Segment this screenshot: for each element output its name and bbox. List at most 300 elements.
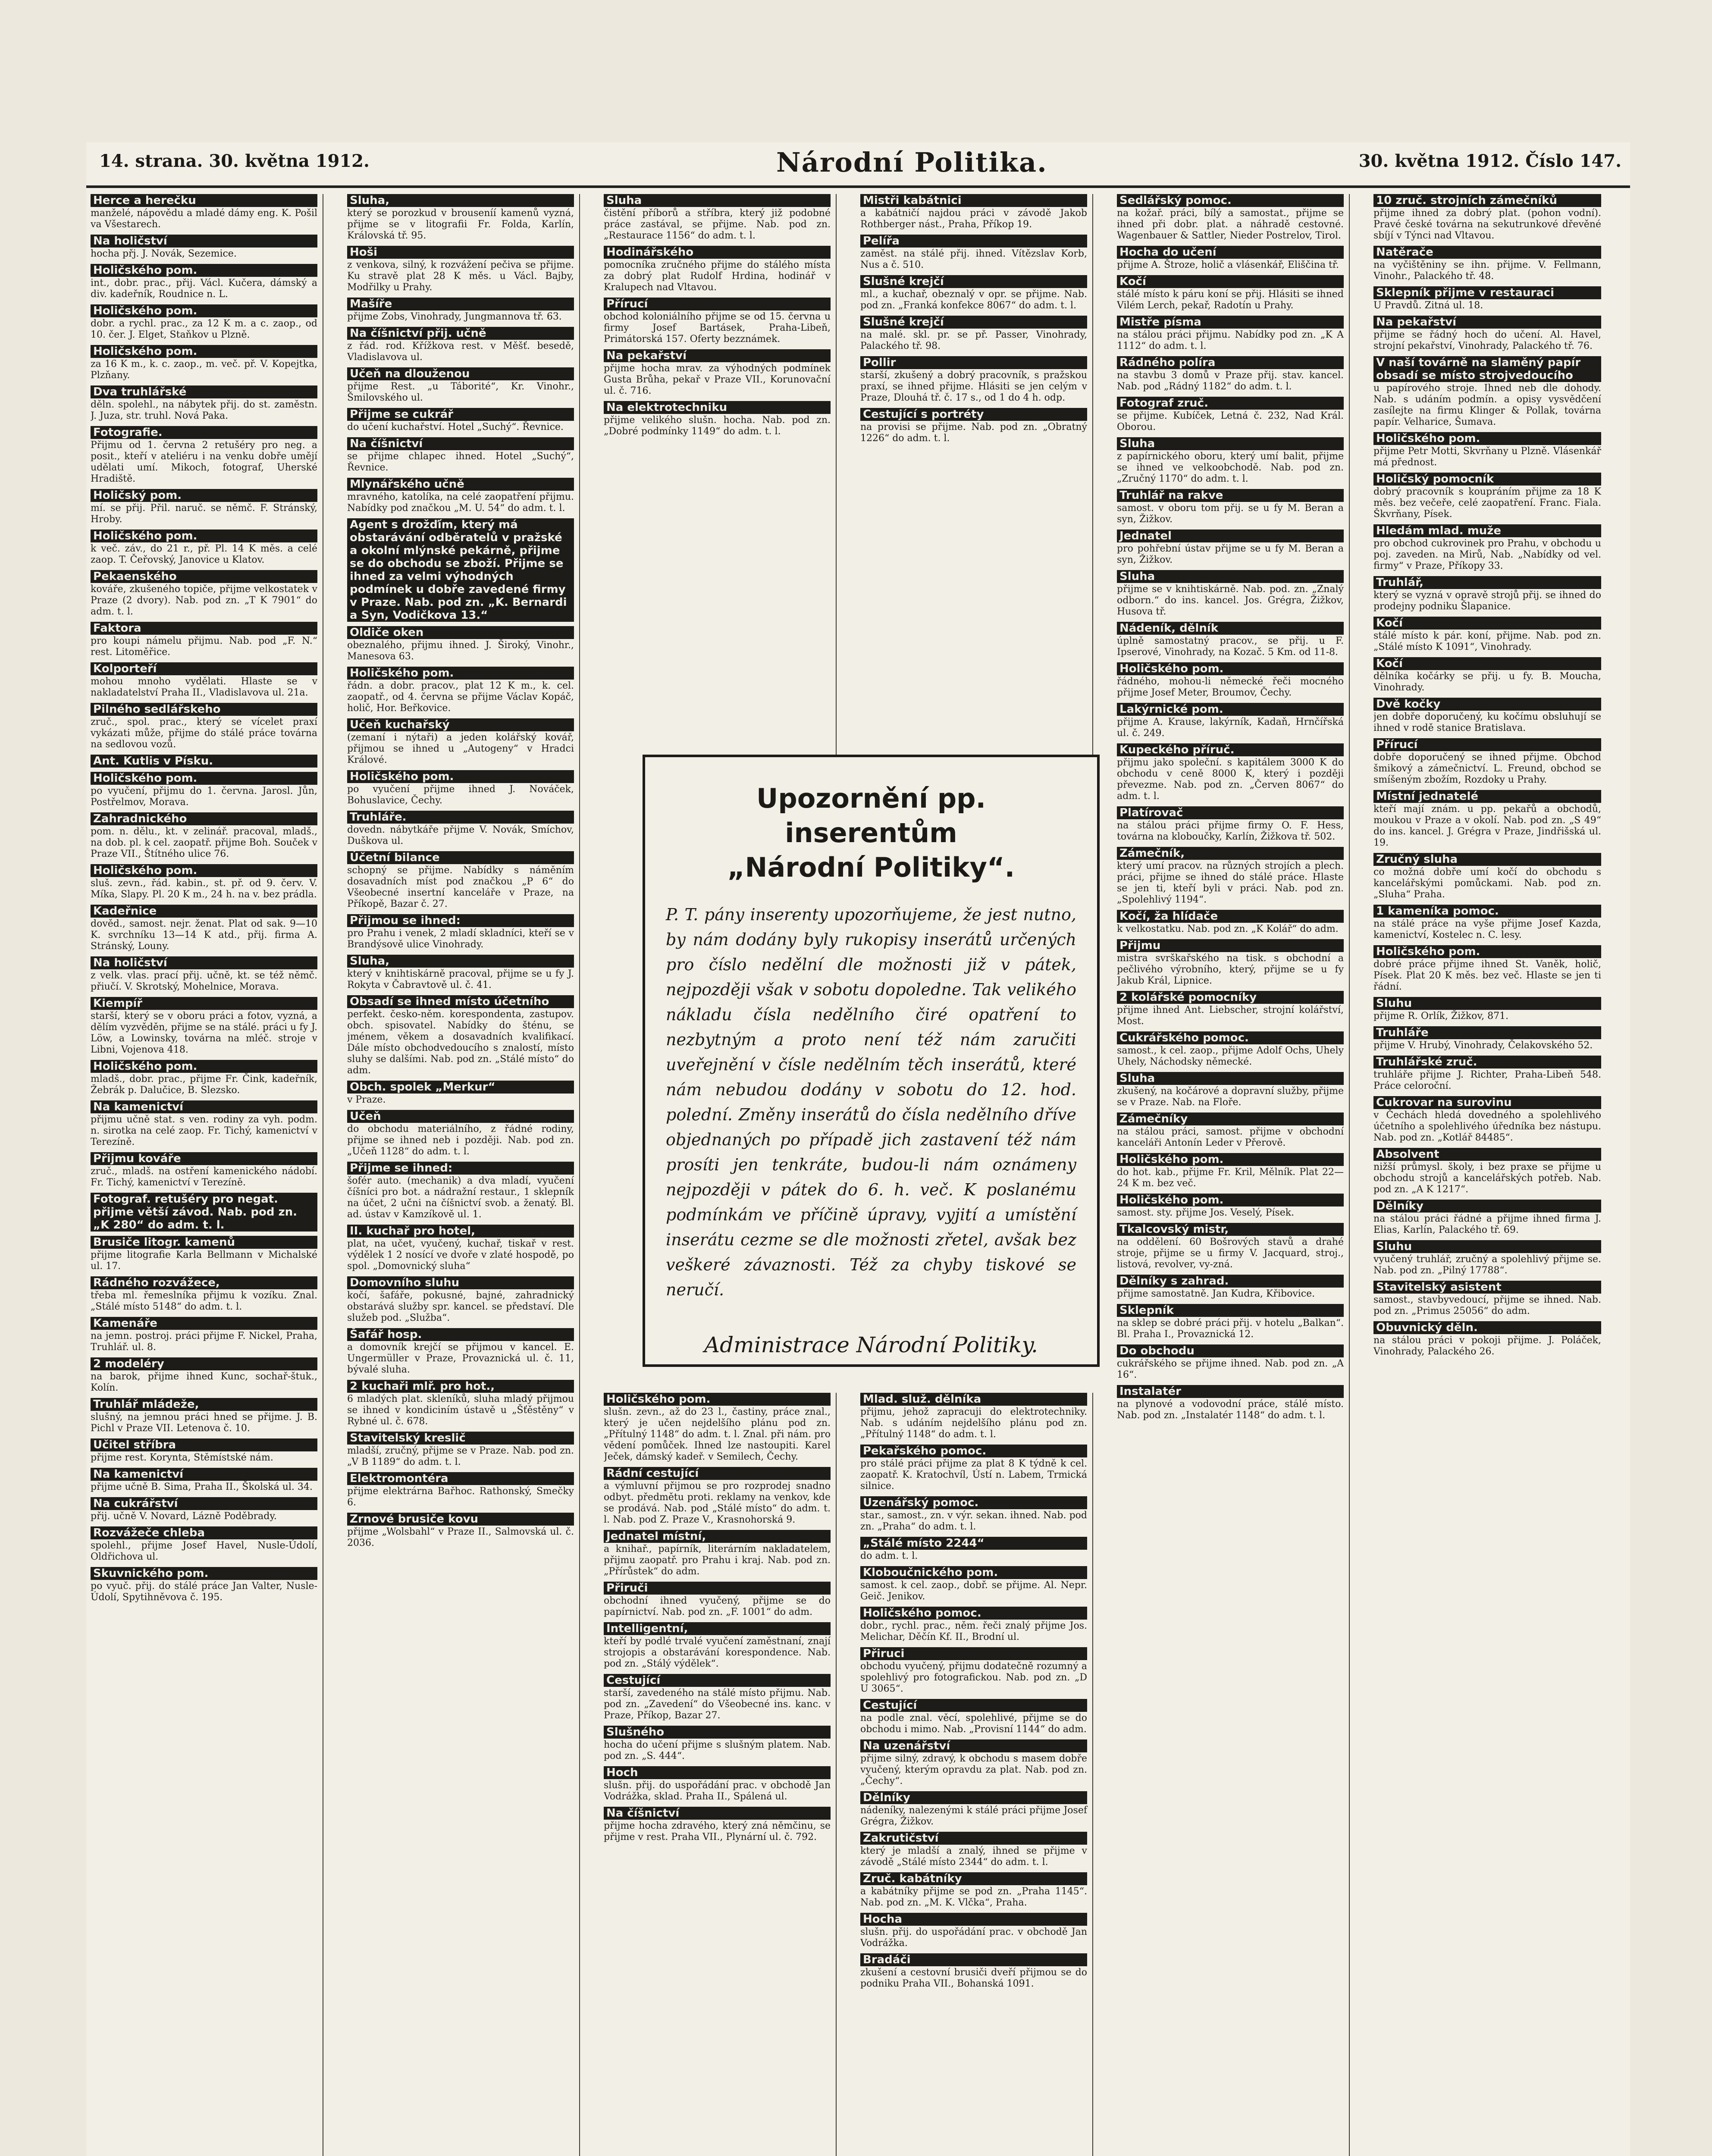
classified-ad xyxy=(1373,853,1601,900)
classified-ad xyxy=(91,1357,317,1394)
classified-ad xyxy=(1117,703,1344,739)
classified-ad xyxy=(91,755,317,768)
ad-text: po vyuč. přij. do stálé práce Jan Valter, Nusle-Údolí, Spytihněvova č. 195. xyxy=(91,1581,317,1603)
classified-ad xyxy=(1117,806,1344,843)
ad-text: přijme Petr Motti, Skvrňany u Plzně. Vlásenkář má přednost. xyxy=(1373,446,1601,468)
ad-heading: Účetní bilance xyxy=(347,851,574,864)
ad-heading: Pekařského pomoc. xyxy=(860,1445,1087,1457)
ad-text: po vyučení přijme ihned J. Nováček, Bohuslavice, Čechy. xyxy=(347,784,574,806)
ad-text: (zemaní i nýtaři) a jeden kolářský kovář, přijmou se ihned u „Autogeny“ v Hradci Králové. xyxy=(347,732,574,765)
ad-text: schopný se přijme. Nabídky s náměním dosavadních míst pod značkou „P 6“ do Všeobecné insertní kanceláře v Praze, na Příkopě, Bazar č. 27. xyxy=(347,865,574,909)
ad-heading: Mlad. služ. dělníka xyxy=(860,1393,1087,1406)
ad-text: do obchodu materiálního, z řádné rodiny, přijme se ihned neb i později. Nab. pod zn. „Učeň 1128“ do adm. t. l. xyxy=(347,1124,574,1157)
ad-heading: Zahradnického xyxy=(91,812,317,825)
ad-heading: Sluha xyxy=(1117,1072,1344,1085)
ad-heading: 1 kameníka pomoc. xyxy=(1373,905,1601,918)
ad-heading: Holičského pomoc. xyxy=(860,1607,1087,1620)
classified-ad xyxy=(347,667,574,714)
ad-text: dobrý pracovník s koupráním přijme za 18 K měs. bez večeře, celé zaopatření. Franc. Fiala. Škvrňany, Písek. xyxy=(1373,486,1601,520)
ad-heading: Do obchodu xyxy=(1117,1344,1344,1357)
classified-ad xyxy=(860,1496,1087,1532)
classified-ad xyxy=(1373,432,1601,468)
ad-text: třeba ml. řemeslníka přijmu k vozíku. Znal. „Stálé místo 5148“ do adm. t. l. xyxy=(91,1290,317,1312)
classified-ad xyxy=(1117,570,1344,617)
ad-heading: Šafář hosp. xyxy=(347,1328,574,1341)
ad-heading: Na kamenictví xyxy=(91,1468,317,1481)
ad-heading: Holičského pom. xyxy=(91,304,317,317)
ad-text: mohou mnoho vydělati. Hlaste se v nakladatelství Praha II., Vladislavova ul. 21a. xyxy=(91,676,317,698)
classified-ad xyxy=(91,264,317,300)
ad-heading: Holičského pom. xyxy=(604,1393,831,1406)
ad-text: přijme litografie Karla Bellmann v Michalské ul. 17. xyxy=(91,1250,317,1272)
ad-text: který se vyzná v opravě strojů přij. se ihned do prodejny podniku Šlapanice. xyxy=(1373,590,1601,612)
ad-heading: Na cukrářství xyxy=(91,1497,317,1510)
ad-heading: Přiruči xyxy=(604,1582,831,1595)
ad-text: do učení kuchařství. Hotel „Suchý“. Řevnice. xyxy=(347,422,564,432)
ad-text: úplně samostatný pracov., se přij. u F. Ipserové, Vinohrady, na Kozač. 5 Km. od 11-8. xyxy=(1117,636,1344,658)
ad-heading: Holičského pom. xyxy=(347,770,574,783)
ad-text: na oddělení. 60 Bošrových stavů a drahé stroje, přijme se u firmy V. Jacquard, stroj., listová, revolver, vy-zná. xyxy=(1117,1237,1344,1270)
classified-ad xyxy=(91,1236,317,1272)
ad-text: nižší průmysl. školy, i bez praxe se přijme u obchodu strojů a kancelářských potřeb. Nab. pod zn. „A K 1217“. xyxy=(1373,1162,1601,1195)
classified-ad xyxy=(347,518,574,622)
classified-ad xyxy=(860,1913,1087,1949)
ad-heading: Slušné krejčí xyxy=(860,316,1087,329)
ad-text: samost. v oboru tom přij. se u fy M. Beran a syn, Žižkov. xyxy=(1117,503,1344,525)
ad-heading: Přiruci xyxy=(860,1647,1087,1660)
ad-text: přijme A. Štroze, holič a vlásenkář, Eliščina tř. xyxy=(1117,260,1339,270)
ad-text: přijmu učně stat. s ven. rodiny za vyh. podm. n. sirotka na celé zaop. Fr. Tichý, kamenictví v Terezíně. xyxy=(91,1114,317,1147)
ad-heading: Holičského pom. xyxy=(91,345,317,358)
ad-heading: Přijme se cukrář xyxy=(347,408,574,421)
classified-ad xyxy=(1373,617,1601,653)
classified-ad xyxy=(91,345,317,381)
ad-text: pomocníka zručného přijme do stálého místa za dobrý plat Rudolf Hrdina, hodinář v Kralupech nad Vltavou. xyxy=(604,260,831,293)
ad-text: kováře, zkušeného topiče, přijme velkostatek v Praze (2 dvory). Nab. pod zn. „T K 7901“ do adm. t. l. xyxy=(91,584,317,617)
classified-ad xyxy=(347,955,574,991)
classified-ad xyxy=(1117,397,1344,433)
ad-text: který se porozkud v brouseníí kamenů vyzná, přijme se v litografii Fr. Folda, Karlín, Královská tř. 95. xyxy=(347,208,574,241)
classified-ad xyxy=(1373,194,1601,241)
classified-ad xyxy=(860,1647,1087,1695)
classified-ad xyxy=(1373,1200,1601,1236)
classified-ad xyxy=(347,408,574,433)
notice-paragraph: P. T. pány inserenty upozorňujeme, že jest nutno, by nám dodány byly rukopisy inserátů určených pro číslo nedělní dle možnosti již v pátek, nejpozději však v sobotu dopoledne. xyxy=(666,905,1076,999)
ad-text: na stálou práci řádné a přijme ihned firma J. Elias, Karlín, Palackého tř. 69. xyxy=(1373,1213,1601,1235)
ad-text: z papírnického oboru, který umí balit, přijme se ihned ve velkoobchodě. Nab. pod zn. „Zručný 1170“ do adm. t. l. xyxy=(1117,451,1344,484)
ad-heading: Instalatér xyxy=(1117,1385,1344,1398)
ad-text: pro obchod cukrovinek pro Prahu, v obchodu u poj. zaveden. na Mirů, Nab. „Nabídky od vel. firmy“ v Praze, Příkopy 33. xyxy=(1373,538,1601,571)
classified-ad xyxy=(91,1100,317,1148)
classified-ad xyxy=(1117,662,1344,699)
ad-text: po vyučení, přijmu do 1. června. Jarosl. Jůn, Postřelmov, Morava. xyxy=(91,786,317,808)
ad-heading: Holičského pom. xyxy=(91,264,317,277)
classified-ad xyxy=(347,327,574,363)
classified-column-2 xyxy=(347,194,580,2156)
classified-ad xyxy=(604,1393,831,1463)
ad-text: mladší, zručný, přijme se v Praze. Nab. pod zn. „V B 1189“ do adm. t. l. xyxy=(347,1445,574,1467)
ad-heading: Truhlář mládeže, xyxy=(91,1398,317,1411)
ad-text: děln. spolehl., na nábytek přij. do st. zaměstn. J. Juza, str. truhl. Nová Paka. xyxy=(91,399,317,421)
ad-text: dobře doporučený se ihned přijme. Obchod šmikový a zámečnictví. L. Freund, obchod se smíšeným zbožím, Rozdoky u Prahy. xyxy=(1373,752,1601,785)
ad-heading: Dvě kočky xyxy=(1373,698,1601,711)
ad-heading: Rádného políra xyxy=(1117,356,1344,369)
ad-text: na provisi se přijme. Nab. pod zn. „Obratný 1226“ do adm. t. l. xyxy=(860,422,1087,444)
ad-text: přijme „Wolsbahl“ v Praze II., Salmovská ul. č. 2036. xyxy=(347,1526,574,1548)
ad-heading: Pollir xyxy=(860,356,1087,369)
ad-heading: Obch. spolek „Merkur“ xyxy=(347,1081,574,1094)
ad-text: na barok, přijme ihned Kunc, sochař-štuk., Kolín. xyxy=(91,1371,317,1393)
classified-ad xyxy=(604,1726,831,1762)
ad-heading: Domovního sluhu xyxy=(347,1276,574,1289)
ad-heading: Skuvnického pom. xyxy=(91,1567,317,1580)
ad-text: přijme silný, zdravý, k obchodu s masem dobře vyučený, kterým opravdu za plat. Nab. pod zn. „Čechy“. xyxy=(860,1753,1087,1786)
ad-text: zkušený, na kočárové a dopravní služby, přijme se v Praze. Nab. na Floře. xyxy=(1117,1086,1344,1108)
classified-ad xyxy=(860,1739,1087,1787)
classified-ad xyxy=(1117,1194,1344,1219)
ad-text: pro Prahu i venek, 2 mladí skladníci, kteří se v Brandýsově ulice Vinohrady. xyxy=(347,928,574,950)
classified-column-6 xyxy=(1373,194,1606,2156)
ad-heading: Faktora xyxy=(91,622,317,635)
classified-ad xyxy=(1117,356,1344,392)
classified-ad xyxy=(91,1497,317,1522)
ad-text: přijme učně B. Sima, Praha II., Školská ul. 34. xyxy=(91,1482,313,1492)
ad-heading: Hledám mlad. muže xyxy=(1373,524,1601,537)
ad-text: int., dobr. prac., přij. Václ. Kučera, dámský a div. kadeřník, Roudnice n. L. xyxy=(91,278,317,300)
ad-text: samost. sty. přijme Jos. Veselý, Písek. xyxy=(1117,1207,1295,1218)
ad-heading: Holičského pom. xyxy=(91,1060,317,1073)
classified-ad xyxy=(1373,286,1601,311)
ad-text: přijme ihned Ant. Liebscher, strojní kolářství, Most. xyxy=(1117,1005,1344,1027)
ad-heading: Rádní cestující xyxy=(604,1467,831,1480)
classified-ad xyxy=(91,1193,317,1232)
classified-ad xyxy=(604,1530,831,1577)
ad-heading: Uzenářský pomoc. xyxy=(860,1496,1087,1509)
notice-text xyxy=(666,902,1076,1302)
ad-text: přijme A. Krause, lakýrník, Kadaň, Hrnčířská ul. č. 249. xyxy=(1117,717,1344,739)
ad-text: v Praze. xyxy=(347,1094,386,1105)
ad-heading: II. kuchař pro hotel, xyxy=(347,1225,574,1238)
classified-ad xyxy=(860,1607,1087,1643)
ad-heading: Sklepník xyxy=(1117,1304,1344,1317)
ad-text: hocha přj. J. Novák, Sezemice. xyxy=(91,248,237,259)
ad-text: z řád. rod. Křížkova rest. v Měšť. besedě, Vladislavova ul. xyxy=(347,341,574,363)
ad-heading: Na kamenictví xyxy=(91,1100,317,1113)
classified-ad xyxy=(347,626,574,662)
page-date-left: 14. strana. 30. května 1912. xyxy=(99,151,370,171)
classified-ad xyxy=(1373,1026,1601,1051)
classified-ad xyxy=(860,1445,1087,1492)
ad-text: na stálou práci, samost. přijme v obchodní kanceláři Antonín Leder v Přerově. xyxy=(1117,1126,1344,1148)
ad-heading: Učeň kuchařský xyxy=(347,718,574,731)
ad-text: který je mladší a znalý, ihned se přijme v závodě „Stálé místo 2344“ do adm. t. l. xyxy=(860,1846,1087,1868)
classified-ad xyxy=(860,235,1087,271)
ad-heading: Přijmou se ihned: xyxy=(347,914,574,927)
classified-ad xyxy=(1117,437,1344,485)
ad-text: na stavbu 3 domů v Praze přij. stav. kancel. Nab. pod „Rádný 1182“ do adm. t. l. xyxy=(1117,370,1344,392)
ad-text: star., samost., zn. v výr. sekan. ihned. Nab. pod zn. „Praha“ do adm. t. l. xyxy=(860,1510,1087,1532)
ad-heading: Cestující s portréty xyxy=(860,408,1087,421)
ad-heading: Truhlář, xyxy=(1373,576,1601,589)
ad-text: a knihař., papírník, literárním nakladatelem, přijmu zaopatř. pro Prahu i kraj. Nab. pod zn. „Přírůstek“ do adm. xyxy=(604,1544,831,1577)
classified-ad xyxy=(860,356,1087,404)
classified-ad xyxy=(1373,1281,1601,1317)
classified-ad xyxy=(91,772,317,808)
classified-ad xyxy=(1373,1321,1601,1357)
ad-heading: Přijmu kováře xyxy=(91,1152,317,1165)
classified-ad xyxy=(347,1081,574,1106)
ad-text: samost., k cel. zaop., přijme Adolf Ochs, Uhely Uhely, Náchodsky německé. xyxy=(1117,1045,1344,1067)
classified-ad xyxy=(91,1152,317,1188)
ad-heading: Holičského pom. xyxy=(91,772,317,785)
ad-heading: Hodinářského xyxy=(604,246,831,259)
classified-ad xyxy=(91,1276,317,1313)
ad-text: hocha do učení přijme s slušným platem. Nab. pod zn. „S. 444“. xyxy=(604,1739,831,1761)
classified-ad xyxy=(860,408,1087,444)
ad-heading: 2 kuchaři mlř. pro hot., xyxy=(347,1380,574,1393)
classified-ad xyxy=(1373,246,1601,282)
ad-text: starší, zavedeného na stálé místo přijmu. Nab. pod zn. „Zavedení“ do Všeobecné ins. kanc. v Praze, Příkop, Bazar 27. xyxy=(604,1688,831,1721)
ad-heading: Přírucí xyxy=(1373,738,1601,751)
classified-ad xyxy=(1373,356,1601,428)
ad-heading: Oldiče oken xyxy=(347,626,574,639)
classified-ad xyxy=(604,349,831,397)
classified-ad xyxy=(860,1566,1087,1602)
classified-ad xyxy=(91,1468,317,1493)
ad-text: a domovník krejčí se přijmou v kancel. E. Ungermüller v Praze, Provaznická ul. č. 11, bývalé sluha. xyxy=(347,1342,574,1375)
classified-ad xyxy=(1117,1112,1344,1149)
classified-ad xyxy=(860,1832,1087,1868)
ad-heading: Truhlář na rakve xyxy=(1117,489,1344,502)
ad-text: 6 mladých plat. skleníků, sluha mladý přijmou se ihned v kondiciním ústavě u „Šťěstěny“ v Rybné ul. č. 678. xyxy=(347,1394,574,1427)
classified-ad xyxy=(1117,1031,1344,1068)
ad-heading: Cukrovar na surovinu xyxy=(1373,1096,1601,1109)
ad-text: na stálé práce na vyše přijme Josef Kazda, kamenictví, Kostelec n. C. lesy. xyxy=(1373,918,1601,940)
classified-ad xyxy=(1117,1072,1344,1108)
ad-text: zkušení a cestovní brusiči dveří přijmou se do podniku Praha VII., Bohanská 1091. xyxy=(860,1967,1087,1989)
classified-ad xyxy=(347,194,574,241)
ad-heading: Intelligentní, xyxy=(604,1622,831,1635)
ad-heading: Mistře písma xyxy=(1117,316,1344,329)
ad-text: spolehl., přijme Josef Havel, Nusle-Údolí, Oldřichova ul. xyxy=(91,1540,317,1562)
classified-ad xyxy=(1373,790,1601,849)
ad-heading: Cukrářského pomoc. xyxy=(1117,1031,1344,1044)
ad-heading: Jednatel místní, xyxy=(604,1530,831,1543)
ad-text: na jemn. postroj. práci přijme F. Nickel, Praha, Truhlář. ul. 8. xyxy=(91,1331,317,1353)
ad-heading: Hocha xyxy=(860,1913,1087,1926)
classified-ad xyxy=(860,1953,1087,1990)
ad-text: který umí pracov. na různých strojích a plech. práci, přijme se ihned do stálé práce. Hlaste se jen ti, kteří byli v práci. Nab. pod zn. „Spolehlivý 1194“. xyxy=(1117,861,1344,905)
ad-heading: Agent s drožďím, který má obstarávání odběratelů v pražské a okolní mlýnské pekárně, přijme se do obchodu se zboží. Přijme se ihned za velmi výhodných podmínek u dobře zavedené firmy v Praze. Nab. pod zn. „K. Bernardi a Syn, Vodičkova 13.“ xyxy=(347,518,574,622)
ad-text: sluš. zevn., řád. kabin., st. př. od 9. červ. V. Míka, Slapy. Pl. 20 K m., 24 h. na v. bez prádla. xyxy=(91,878,317,900)
ad-text: stálé místo k pár. koní, přijme. Nab. pod zn. „Stálé místo K 1091“, Vinohrady. xyxy=(1373,630,1601,652)
ad-heading: Na holičství xyxy=(91,235,317,248)
classified-ad xyxy=(91,662,317,699)
ad-text: kteří mají znám. u pp. pekařů a obchodů, moukou v Praze a v okolí. Nab. pod zn. „S 49“ do ins. kancel. J. Grégra v Praze, Jindřišská ul. 19. xyxy=(1373,804,1601,848)
ad-text: vyučený truhlář, zručný a spolehlivý přijme se. Nab. pod zn. „Pilný 17788“. xyxy=(1373,1254,1601,1276)
classified-ad xyxy=(91,1438,317,1463)
classified-ad xyxy=(91,530,317,566)
ad-text: plat, na učet, vyučený, kuchař, tiskař v rest. výdělek 1 2 nosící ve dvoře v zlaté hospodě, po spol. „Domovnický sluha“ xyxy=(347,1238,574,1272)
ad-heading: 2 kolářské pomocníky xyxy=(1117,991,1344,1004)
classified-column-3-lower xyxy=(604,1393,837,2156)
classified-ad xyxy=(91,1060,317,1096)
ad-text: mravného, katolíka, na celé zaopatření přijmu. Nabídky pod značkou „M. U. 54“ do adm. t. l. xyxy=(347,492,574,514)
ad-heading: Dělníky s zahrad. xyxy=(1117,1275,1344,1288)
ad-text: přijme elektrárna Bařhoc. Rathonský, Smečky 6. xyxy=(347,1486,574,1508)
classified-ad xyxy=(1373,524,1601,572)
ad-heading: Stavitelský kreslič xyxy=(347,1432,574,1445)
classified-ad xyxy=(91,235,317,260)
classified-ad xyxy=(1373,1240,1601,1276)
ad-text: starší, zkušený a dobrý pracovník, s pražskou praxí, se ihned přijme. Hlásiti se jen celým v Praze, Dlouhá tř. č. 17 s., od 1 do 4 h. odp. xyxy=(860,370,1087,403)
ad-heading: Přijme se ihned: xyxy=(347,1162,574,1175)
classified-ad xyxy=(1117,991,1344,1027)
ad-heading: Herce a herečku xyxy=(91,194,317,207)
ad-text: který v knihtiskárně pracoval, přijme se u fy J. Rokyta v Čabravtově ul. č. 41. xyxy=(347,968,574,990)
ad-heading: Dva truhlářské xyxy=(91,385,317,398)
classified-ad xyxy=(347,851,574,910)
ad-text: slušn. přij. do uspořádání prac. v obchodě Jan Vodrážka. xyxy=(860,1927,1087,1949)
ad-heading: Obsadí se ihned místo účetního xyxy=(347,995,574,1008)
ad-heading: Kloboučnického pom. xyxy=(860,1566,1087,1579)
ad-heading: 10 zruč. strojních zámečníků xyxy=(1373,194,1601,207)
classified-ad xyxy=(347,1162,574,1220)
classified-ad xyxy=(91,385,317,422)
classified-ad xyxy=(91,194,317,230)
ad-text: starší, který se v oboru práci a fotov, vyzná, a dělím vyzvěděn, přijme se na stálé. práci u fy J. Löw, a Lowinsky, továrna na mléč. stroje v Libni, Vojenova 418. xyxy=(91,1011,317,1055)
classified-ad xyxy=(1117,1304,1344,1340)
classified-ad xyxy=(347,718,574,766)
classified-ad xyxy=(1117,194,1344,241)
classified-ad xyxy=(91,864,317,900)
notice-title: Upozornění pp. inserentům xyxy=(756,783,986,849)
ad-heading: Hoch xyxy=(604,1766,831,1779)
ad-heading: Holičského pom. xyxy=(1373,432,1601,445)
classified-ad xyxy=(347,914,574,950)
classified-ad xyxy=(604,401,831,437)
classified-ad xyxy=(91,812,317,860)
ad-text: kteří by podlé trvalé vyučení zaměstnaní, znají strojopis a obstarávání korespondence. Nab. pod zn. „Stálý výdělek“. xyxy=(604,1636,831,1669)
ad-heading: Tkalcovský mistr, xyxy=(1117,1223,1344,1236)
ad-text: obchodní ihned vyučený, přijme se do papírnictví. Nab. pod zn. „F. 1001“ do adm. xyxy=(604,1595,831,1617)
ad-text: na kožař. práci, bílý a samostat., přijme se ihned při dobr. plat. a náhradě cestovné. Wagenbauer & Sattler, Nieder Postrelov, Tirol. xyxy=(1117,208,1344,241)
ad-text: přij. učně V. Novard, Lázně Poděbrady. xyxy=(91,1511,277,1522)
ad-heading: Rádného rozvážece, xyxy=(91,1276,317,1289)
ad-text: řádn. a dobr. pracov., plat 12 K m., k. cel. zaopatř., od 4. června se přijme Václav Kopáč, holič, Hor. Beřkovice. xyxy=(347,680,574,714)
ad-text: obchod koloniálního přijme se od 15. června u firmy Josef Bartásek, Praha-Libeň, Primátorská 157. Oferty bezznámek. xyxy=(604,311,831,345)
ad-text: čistění příborů a stříbra, který již podobné práce zastával, se přijme. Nab. pod zn. „Restaurace 1156“ do adm. t. l. xyxy=(604,208,831,241)
ad-text: přijme R. Orlík, Žižkov, 871. xyxy=(1373,1011,1509,1022)
classified-ad xyxy=(860,1699,1087,1735)
ad-text: mladš., dobr. prac., přijme Fr. Čink, kadeřník, Žebrák p. Dalučice, B. Slezsko. xyxy=(91,1074,317,1096)
ad-text: U Pravdů. Zitná ul. 18. xyxy=(1373,300,1483,311)
ad-heading: Holičský pom. xyxy=(91,489,317,502)
ad-heading: Obuvnický děln. xyxy=(1373,1321,1601,1334)
ad-heading: Bradáči xyxy=(860,1953,1087,1966)
ad-heading: Holičského pom. xyxy=(1117,662,1344,675)
ad-heading: Sedlářský pomoc. xyxy=(1117,194,1344,207)
classified-ad xyxy=(347,811,574,847)
ad-text: slušn. zevn., až do 23 l., častiny, práce znal., který je učen nejdelšího plánu pod zn. „Přítulný 1148“ do adm. t. l. Znal. při nám. pro vědení pomůček. Ihned lze nastoupiti. Karel Ječek, dámský kadeř. v Semilech, Čechy. xyxy=(604,1407,831,1462)
ad-heading: Sluha xyxy=(604,194,831,207)
ad-text: z venkova, silný, k rozvážení pečiva se přijme. Ku stravě plat 28 K měs. u Václ. Bajby, Modřilky u Prahy. xyxy=(347,260,574,293)
ad-heading: Zakrutičství xyxy=(860,1832,1087,1845)
ad-heading: Sluhu xyxy=(1373,1240,1601,1253)
ad-heading: Zámečníky xyxy=(1117,1112,1344,1125)
ad-heading: Holičského pom. xyxy=(91,864,317,877)
ad-heading: Holičský pomocník xyxy=(1373,473,1601,486)
ad-heading: Zámečník, xyxy=(1117,847,1344,860)
classified-ad xyxy=(347,367,574,404)
ad-heading: Kiempíř xyxy=(91,997,317,1010)
classified-ad xyxy=(347,478,574,514)
classified-ad xyxy=(347,1513,574,1549)
ad-heading: Lakýrnické pom. xyxy=(1117,703,1344,716)
ad-text: truhláře přijme J. Richter, Praha-Libeň 548. Práce celoroční. xyxy=(1373,1069,1601,1091)
notice-paragraph: K poslanému podmínkám ve příčině úpravy, vyjití a umístění inserátu cezme se dle možnosti zřetel, avšak bez veškeré závaznosti. Též za chyby tiskové se neručí. xyxy=(666,1180,1076,1299)
classified-ad xyxy=(91,570,317,617)
classified-ad xyxy=(860,1393,1087,1440)
ad-text: přijme hocha mrav. za výhodných podmínek Gusta Brůha, pekař v Praze VII., Korunovační ul. č. 716. xyxy=(604,363,831,396)
ad-text: na podle znal. věcí, spolehlivé, přijme se do obchodu i mimo. Nab. „Provisní 1144“ do adm. xyxy=(860,1713,1087,1735)
ad-text: dobré práce přijme ihned St. Vaněk, holič, Písek. Plat 20 K měs. bez več. Hlaste se jen ti řádní. xyxy=(1373,959,1601,992)
ad-text: na malé. skl. pr. se př. Passer, Vinohrady, Palackého tř. 98. xyxy=(860,329,1087,351)
classified-ad xyxy=(1117,622,1344,658)
ad-heading: Holičského pom. xyxy=(91,530,317,542)
ad-heading: Stavitelský asistent xyxy=(1373,1281,1601,1294)
ad-heading: Na číšnictví přij. učně xyxy=(347,327,574,340)
ad-heading: Pelířa xyxy=(860,235,1087,248)
classified-ad xyxy=(91,997,317,1056)
masthead xyxy=(86,142,1630,184)
advertisers-notice-box xyxy=(643,755,1100,1367)
ad-text: k več. záv., do 21 r., př. Pl. 14 K měs. a celé zaop. T. Čeřovský, Janovice u Klatov. xyxy=(91,543,317,565)
ad-heading: Kočí xyxy=(1373,657,1601,670)
ad-text: cukrářského se přijme ihned. Nab. pod zn. „A 16“. xyxy=(1117,1358,1344,1380)
ad-heading: Sklepník přijme v restauraci xyxy=(1373,286,1601,299)
ad-heading: Dělníky xyxy=(860,1791,1087,1804)
ad-heading: Kočí xyxy=(1373,617,1601,630)
classified-ad xyxy=(1117,1275,1344,1300)
ad-heading: Přírucí xyxy=(604,298,831,310)
ad-text: zruč., spol. prac., který se vícelet praxí vykázati může, přijme do stálé práce továrna na sedlovou vozů. xyxy=(91,717,317,750)
classified-ad xyxy=(1373,997,1601,1022)
ad-heading: 2 modeléry xyxy=(91,1357,317,1370)
classified-ad xyxy=(1117,910,1344,935)
ad-text: na stálou práci v pokoji přijme. J. Poláček, Vinohrady, Palackého 26. xyxy=(1373,1335,1601,1357)
ad-text: z velk. vlas. prací přij. učně, kt. se též němč. přiučí. V. Skrotský, Mohelnice, Morava. xyxy=(91,970,317,992)
ad-heading: Učitel stříbra xyxy=(91,1438,317,1451)
ad-heading: Elektromontéra xyxy=(347,1472,574,1485)
ad-heading: Absolvent xyxy=(1373,1148,1601,1161)
ad-text: samost., stavbyvedoucí, přijme se ihned. Nab. pod zn. „Primus 25056“ do adm. xyxy=(1373,1294,1601,1316)
ad-text: do hot. kab., přijme Fr. Kril, Mělník. Plat 22—24 K m. bez več. xyxy=(1117,1167,1344,1189)
ad-text: na stálou práci přijme firmy O. F. Hess, továrna na kloboučky, Karlín, Žižkova tř. 502. xyxy=(1117,820,1344,842)
classified-ad xyxy=(347,1432,574,1468)
ad-text: ml., a kuchař, obeznalý v opr. se přijme. Nab. pod zn. „Franká konfekce 8067“ do adm. t. l. xyxy=(860,289,1087,311)
classified-ad xyxy=(1117,939,1344,987)
ad-text: přijme se řádný hoch do učení. Al. Havel, strojní pekařství, Vinohrady, Palackého tř. 76. xyxy=(1373,329,1601,351)
classified-ad xyxy=(1373,698,1601,734)
classified-ad xyxy=(860,1791,1087,1827)
classified-ad xyxy=(604,1674,831,1721)
ad-heading: Rozvážeče chleba xyxy=(91,1526,317,1539)
classified-ad xyxy=(604,1467,831,1526)
classified-ad xyxy=(1117,1153,1344,1189)
ad-text: pro pohřební ústav přijme se u fy M. Beran a syn, Žižkov. xyxy=(1117,543,1344,565)
classified-ad xyxy=(91,426,317,485)
